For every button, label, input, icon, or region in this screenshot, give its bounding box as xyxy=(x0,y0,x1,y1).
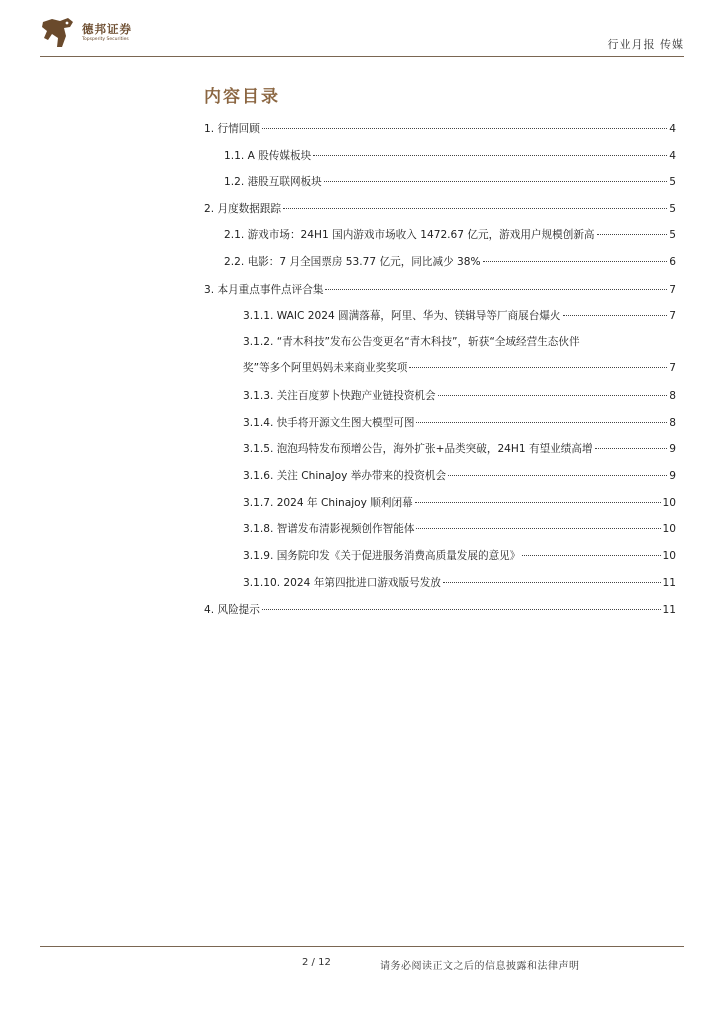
toc-entry-title: 4. 风险提示 xyxy=(204,604,260,616)
company-logo xyxy=(40,16,132,50)
toc-entry-title: 3.1.10. 2024 年第四批进口游戏版号发放 xyxy=(243,577,441,589)
toc-entry[interactable] xyxy=(243,496,676,510)
toc-entry-page: 9 xyxy=(669,443,676,455)
toc-entry[interactable] xyxy=(243,416,676,430)
toc-entry-title: 2.2. 电影：7 月全国票房 53.77 亿元，同比减少 38% xyxy=(224,256,481,268)
report-category: 行业月报 传媒 xyxy=(607,38,684,51)
toc-entry-title: 2.1. 游戏市场：24H1 国内游戏市场收入 1472.67 亿元，游戏用户规模创新高 xyxy=(224,229,595,241)
toc-entry[interactable] xyxy=(204,202,676,216)
toc-entry-wrapped[interactable] xyxy=(243,335,676,374)
toc-entry-title: 3.1.8. 智谱发布清影视频创作智能体 xyxy=(243,523,415,535)
toc-entry-page: 7 xyxy=(669,310,676,322)
toc-entry[interactable] xyxy=(204,603,676,617)
toc-leader xyxy=(325,289,667,290)
toc-entry[interactable] xyxy=(243,576,676,590)
toc-entry[interactable] xyxy=(224,255,676,269)
toc-entry-page: 8 xyxy=(669,417,676,429)
toc-entry-title: 3.1.6. 关注 ChinaJoy 举办带来的投资机会 xyxy=(243,470,447,482)
toc-entry[interactable] xyxy=(204,122,676,136)
toc-entry-title: 3.1.1. WAIC 2024 圆满落幕，阿里、华为、镁辑导等厂商展台爆火 xyxy=(243,310,561,322)
toc-entry-page: 7 xyxy=(669,284,676,296)
toc-entry-page: 5 xyxy=(669,229,676,241)
toc-leader xyxy=(563,315,668,316)
toc-entry-page: 10 xyxy=(662,497,676,509)
toc-entry-page: 7 xyxy=(669,362,676,374)
toc-leader xyxy=(448,475,667,476)
toc-entry-title: 3. 本月重点事件点评合集 xyxy=(204,284,324,296)
toc-entry[interactable] xyxy=(243,522,676,536)
toc-entry[interactable] xyxy=(243,389,676,403)
toc-entry-page: 8 xyxy=(669,390,676,402)
toc-entry-title: 1.1. A 股传媒板块 xyxy=(224,150,312,162)
logo-text-cn: 德邦证券 xyxy=(82,22,132,36)
toc-entry-page: 11 xyxy=(662,604,676,616)
toc-leader xyxy=(522,555,660,556)
toc-entry[interactable] xyxy=(224,228,676,242)
header-divider xyxy=(40,56,684,57)
toc-leader xyxy=(262,128,667,129)
toc-leader xyxy=(597,234,668,235)
toc-entry[interactable] xyxy=(243,469,676,483)
toc-leader xyxy=(324,181,668,182)
toc-entry-page: 10 xyxy=(662,523,676,535)
toc-entry-page: 11 xyxy=(662,577,676,589)
toc-leader xyxy=(483,261,668,262)
toc-entry-page: 10 xyxy=(662,550,676,562)
toc-entry-title: 1.2. 港股互联网板块 xyxy=(224,176,322,188)
bull-logo-icon xyxy=(40,16,76,50)
toc-entry[interactable] xyxy=(243,309,676,323)
toc-entry[interactable] xyxy=(243,442,676,456)
toc-leader xyxy=(313,155,667,156)
toc-entry-page: 4 xyxy=(669,150,676,162)
toc-entry-title: 3.1.7. 2024 年 Chinajoy 顺利闭幕 xyxy=(243,497,413,509)
logo-text-en: Topsperity Securities xyxy=(82,37,129,42)
toc-leader xyxy=(595,448,668,449)
page-header xyxy=(40,14,684,58)
toc-leader xyxy=(443,582,661,583)
toc-entry-title: 3.1.5. 泡泡玛特发布预增公告，海外扩张+品类突破，24H1 有望业绩高增 xyxy=(243,443,593,455)
toc-entry[interactable] xyxy=(224,175,676,189)
toc-entry-title: 2. 月度数据跟踪 xyxy=(204,203,282,215)
toc-title: 内容目录 xyxy=(204,87,280,107)
toc-leader xyxy=(262,609,661,610)
toc-entry[interactable] xyxy=(243,549,676,563)
toc-entry[interactable] xyxy=(204,283,676,297)
toc-leader xyxy=(283,208,667,209)
toc-entry-page: 9 xyxy=(669,470,676,482)
toc-entry-page: 4 xyxy=(669,123,676,135)
toc-entry-page: 5 xyxy=(669,203,676,215)
toc-entry-title: 3.1.3. 关注百度萝卜快跑产业链投资机会 xyxy=(243,390,436,402)
toc-leader xyxy=(438,395,668,396)
toc-entry-title: 3.1.9. 国务院印发《关于促进服务消费高质量发展的意见》 xyxy=(243,550,521,562)
toc-entry[interactable] xyxy=(224,149,676,163)
toc-entry-page: 6 xyxy=(669,256,676,268)
page-number: 2 / 12 xyxy=(302,957,331,968)
toc-entry-title: 3.1.4. 快手将开源文生图大模型可图 xyxy=(243,417,415,429)
toc-entry-page: 5 xyxy=(669,176,676,188)
toc-leader xyxy=(415,502,661,503)
disclaimer-note: 请务必阅读正文之后的信息披露和法律声明 xyxy=(380,961,580,972)
toc-entry-title: 1. 行情回顾 xyxy=(204,123,260,135)
toc-leader xyxy=(409,367,667,368)
toc-leader xyxy=(416,528,660,529)
toc-entry-title-line1: 3.1.2. “青木科技”发布公告变更名“青木科技”，斩获“全域经营生态伙伴 xyxy=(243,336,580,348)
footer-divider xyxy=(40,946,684,947)
toc-leader xyxy=(416,422,667,423)
toc-entry-title-line2: 奖”等多个阿里妈妈未来商业奖奖项 xyxy=(243,362,408,374)
